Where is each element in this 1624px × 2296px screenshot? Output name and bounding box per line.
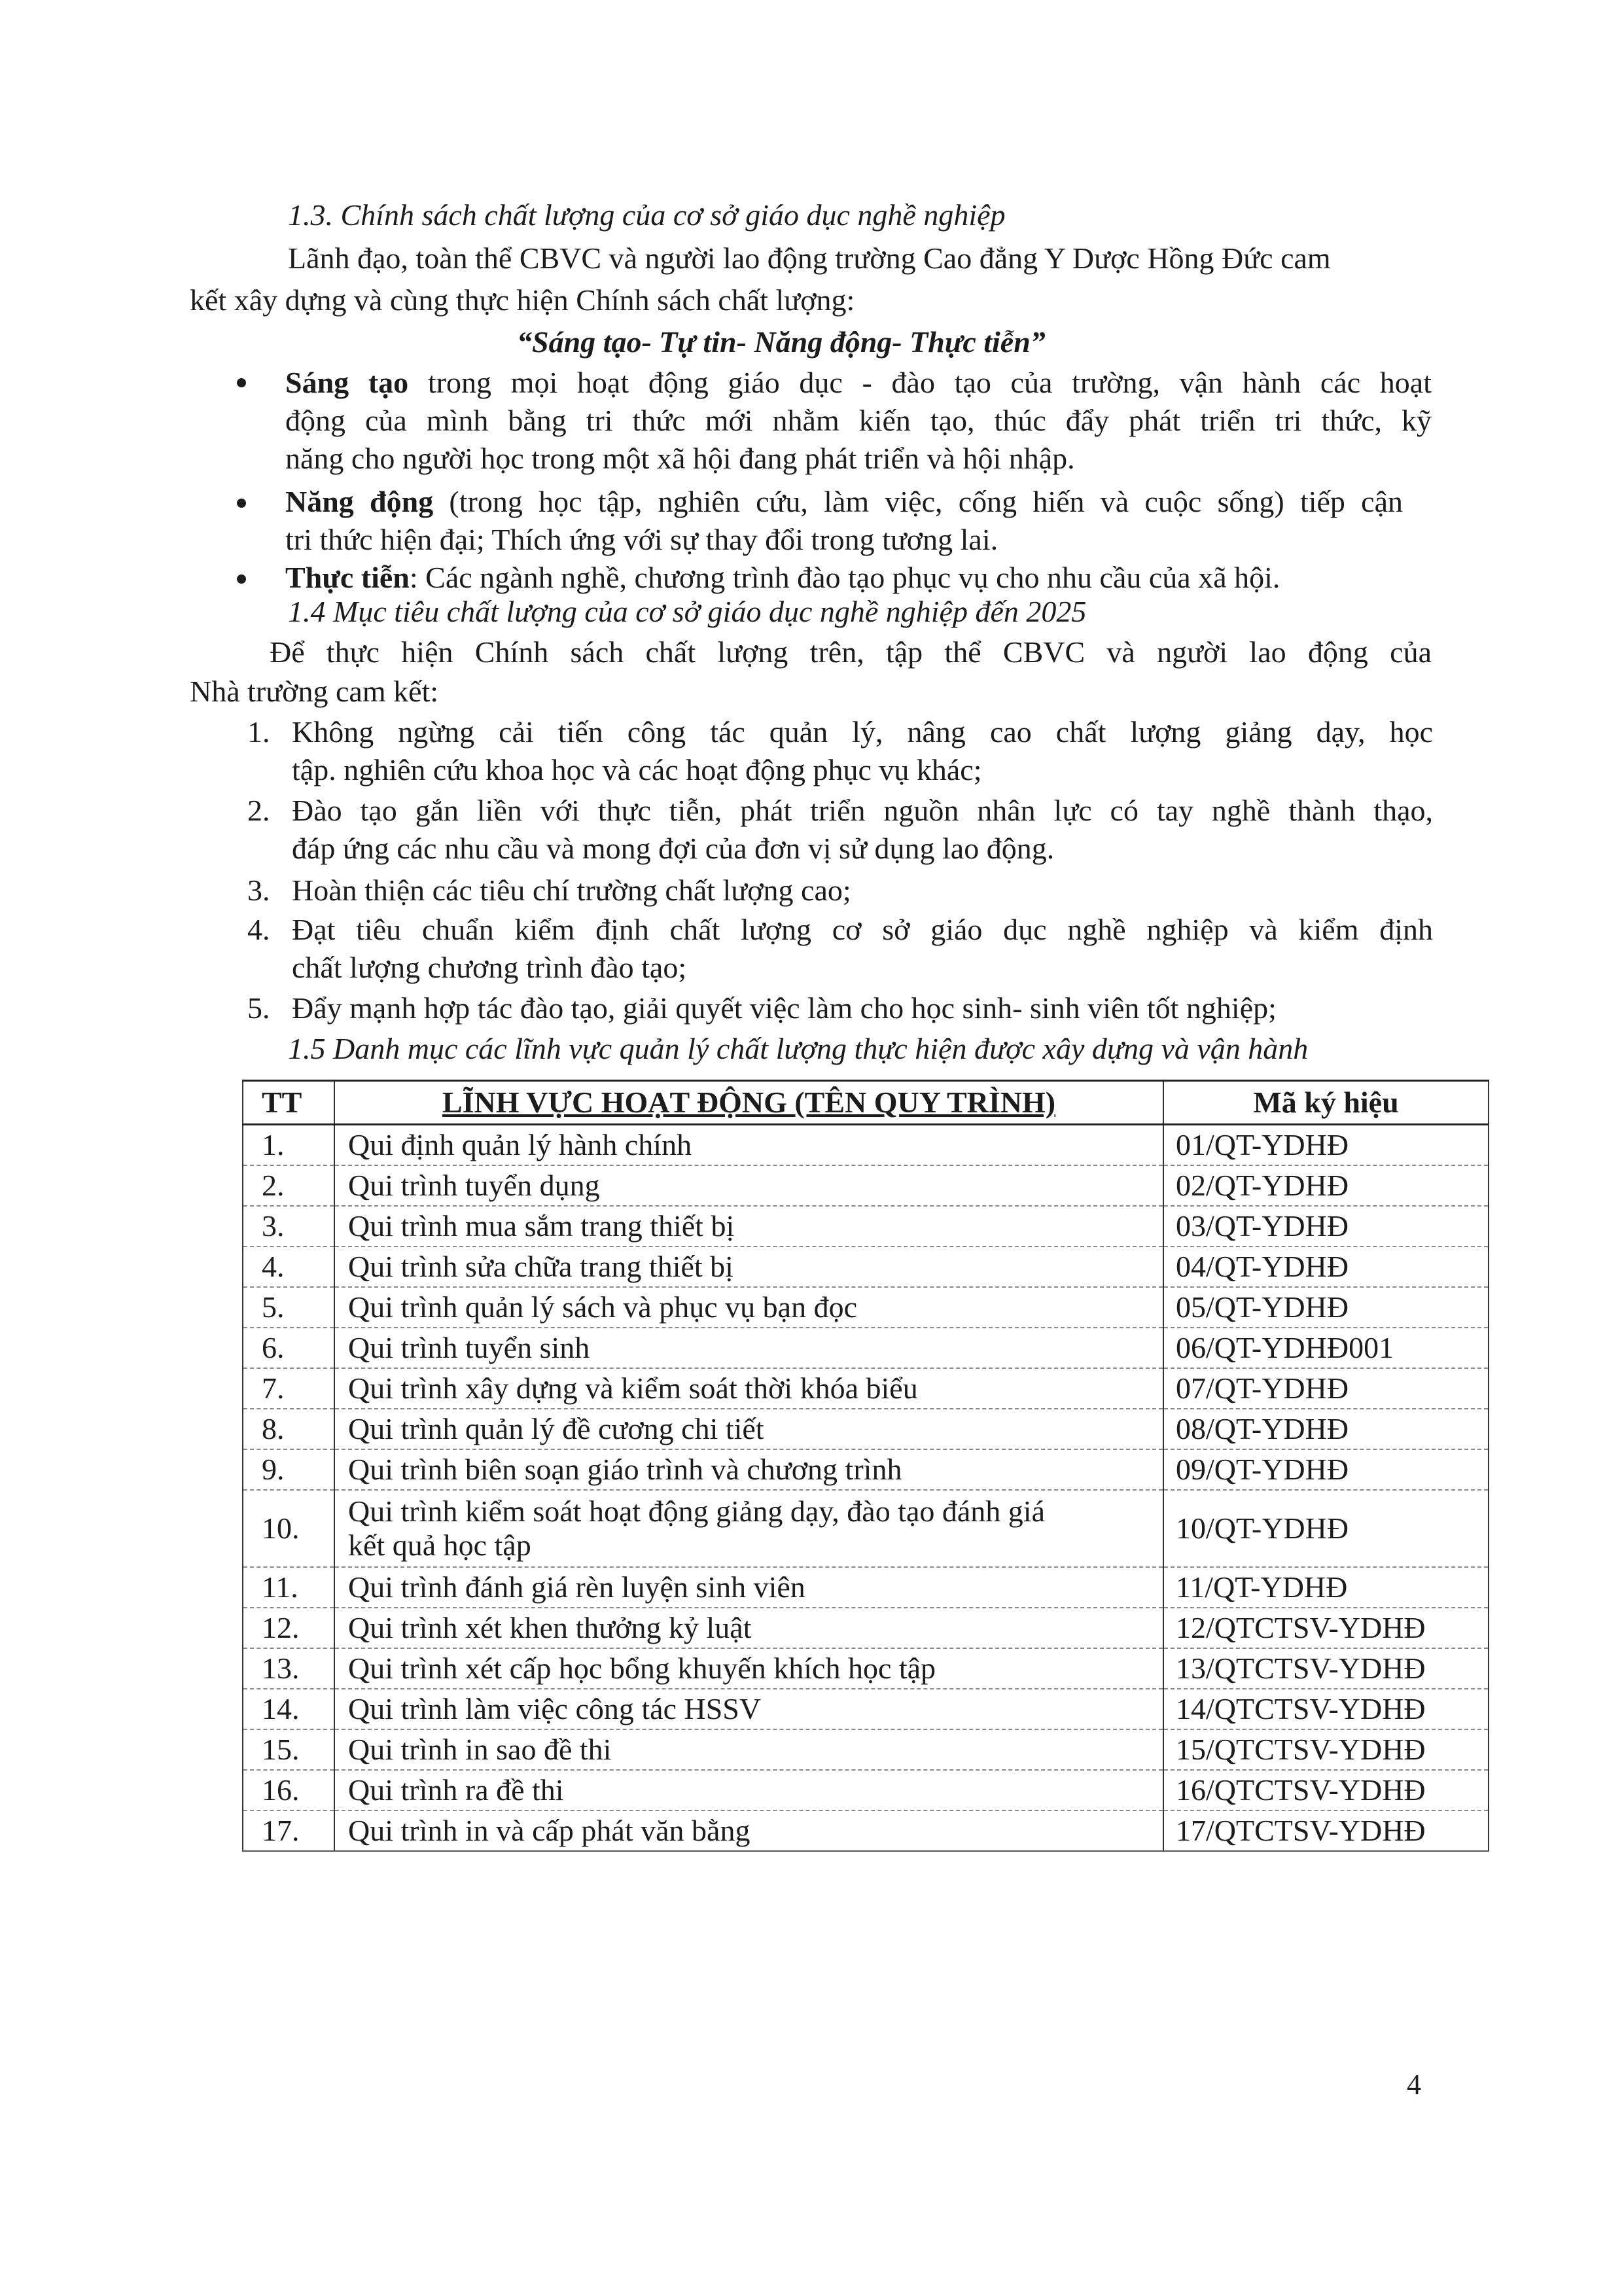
procedure-name: Qui trình xét cấp học bổng khuyến khích học tập — [334, 1648, 1163, 1689]
procedure-name — [334, 1490, 1163, 1567]
goal-5-line-1: Đẩy mạnh hợp tác đào tạo, giải quyết việc làm cho học sinh- sinh viên tốt nghiệp; — [292, 991, 1277, 1025]
procedure-code: 04/QT-YDHĐ — [1163, 1246, 1489, 1287]
procedure-code: 11/QT-YDHĐ — [1163, 1567, 1489, 1608]
section-1-4-heading: 1.4 Mục tiêu chất lượng của cơ sở giáo dục nghề nghiệp đến 2025 — [288, 595, 1087, 628]
procedure-name: Qui trình ra đề thi — [334, 1770, 1163, 1810]
bullet-1-line-3: năng cho người học trong một xã hội đang phát triển và hội nhập. — [285, 442, 1075, 475]
row-number: 11. — [243, 1567, 334, 1608]
table-row — [243, 1125, 1489, 1166]
row-number: 5. — [243, 1287, 334, 1328]
bullet-2-line-1: Năng động (trong học tập, nghiên cứu, làm việc, cống hiến và cuộc sống) tiếp cận — [285, 485, 1403, 518]
procedure-code: 01/QT-YDHĐ — [1163, 1125, 1489, 1166]
procedure-code: 09/QT-YDHĐ — [1163, 1449, 1489, 1490]
commitment-paragraph-line-2: Nhà trường cam kết: — [190, 675, 439, 708]
table-row — [243, 1648, 1489, 1689]
column-header-code: Mã ký hiệu — [1163, 1081, 1489, 1125]
procedure-name-line-1: Qui trình kiểm soát hoạt động giảng dạy, đào tạo đánh giá — [348, 1494, 1046, 1528]
procedure-name: Qui trình tuyển sinh — [334, 1328, 1163, 1368]
bullet-1-line-2: động của mình bằng tri thức mới nhằm kiến tạo, thúc đẩy phát triển tri thức, kỹ — [285, 404, 1432, 437]
procedure-name-line-2: kết quả học tập — [348, 1528, 531, 1562]
table-row — [243, 1287, 1489, 1328]
procedure-code: 05/QT-YDHĐ — [1163, 1287, 1489, 1328]
bullet-2-line-2: tri thức hiện đại; Thích ứng với sự thay đổi trong tương lai. — [285, 523, 998, 556]
table-row — [243, 1729, 1489, 1770]
row-number: 17. — [243, 1810, 334, 1851]
procedure-code: 02/QT-YDHĐ — [1163, 1165, 1489, 1206]
goal-number: 4. — [247, 913, 270, 946]
goal-4-line-1: Đạt tiêu chuẩn kiểm định chất lượng cơ sở giáo dục nghề nghiệp và kiểm định — [292, 913, 1433, 946]
row-number: 14. — [243, 1689, 334, 1729]
procedure-code: 14/QTCTSV-YDHĐ — [1163, 1689, 1489, 1729]
table-header-row — [243, 1081, 1489, 1125]
row-number: 1. — [243, 1125, 334, 1166]
goal-number: 5. — [247, 991, 270, 1025]
row-number: 2. — [243, 1165, 334, 1206]
procedure-name: Qui trình in sao đề thi — [334, 1729, 1163, 1770]
column-header-activity: LĨNH VỰC HOẠT ĐỘNG (TÊN QUY TRÌNH) — [334, 1081, 1163, 1125]
policy-paragraph-line-1: Lãnh đạo, toàn thể CBVC và người lao động trường Cao đẳng Y Dược Hồng Đức cam — [288, 241, 1331, 275]
procedure-code: 15/QTCTSV-YDHĐ — [1163, 1729, 1489, 1770]
bullet-3-line-1: Thực tiễn: Các ngành nghề, chương trình đào tạo phục vụ cho nhu cầu của xã hội. — [285, 561, 1280, 594]
table-row — [243, 1449, 1489, 1490]
row-number: 9. — [243, 1449, 334, 1490]
procedure-code: 06/QT-YDHĐ001 — [1163, 1328, 1489, 1368]
row-number: 10. — [243, 1490, 334, 1567]
procedure-table — [242, 1080, 1489, 1852]
table-row — [243, 1608, 1489, 1648]
table-row — [243, 1490, 1489, 1567]
goal-number: 2. — [247, 794, 270, 827]
table-row — [243, 1770, 1489, 1810]
procedure-name: Qui trình quản lý sách và phục vụ bạn đọc — [334, 1287, 1163, 1328]
procedure-name: Qui định quản lý hành chính — [334, 1125, 1163, 1166]
table-row — [243, 1206, 1489, 1246]
procedure-code: 03/QT-YDHĐ — [1163, 1206, 1489, 1246]
goal-3-line-1: Hoàn thiện các tiêu chí trường chất lượng cao; — [292, 874, 851, 907]
bullet-icon — [237, 378, 246, 387]
goal-number: 3. — [247, 874, 270, 907]
column-header-tt: TT — [243, 1081, 334, 1125]
row-number: 8. — [243, 1409, 334, 1449]
table-row — [243, 1368, 1489, 1409]
procedure-code: 08/QT-YDHĐ — [1163, 1409, 1489, 1449]
procedure-code: 12/QTCTSV-YDHĐ — [1163, 1608, 1489, 1648]
row-number: 16. — [243, 1770, 334, 1810]
goal-4-line-2: chất lượng chương trình đào tạo; — [292, 951, 687, 984]
table-row — [243, 1567, 1489, 1608]
policy-paragraph-line-2: kết xây dựng và cùng thực hiện Chính sách chất lượng: — [190, 283, 855, 317]
procedure-code: 17/QTCTSV-YDHĐ — [1163, 1810, 1489, 1851]
procedure-name: Qui trình tuyển dụng — [334, 1165, 1163, 1206]
procedure-name: Qui trình đánh giá rèn luyện sinh viên — [334, 1567, 1163, 1608]
procedure-code: 07/QT-YDHĐ — [1163, 1368, 1489, 1409]
row-number: 4. — [243, 1246, 334, 1287]
goal-1-line-1: Không ngừng cải tiến công tác quản lý, nâng cao chất lượng giảng dạy, học — [292, 715, 1433, 749]
quality-slogan: “Sáng tạo- Tự tin- Năng động- Thực tiễn” — [517, 325, 1046, 359]
table-row — [243, 1246, 1489, 1287]
bullet-1-line-1: Sáng tạo trong mọi hoạt động giáo dục - đào tạo của trường, vận hành các hoạt — [285, 366, 1432, 399]
procedure-name: Qui trình sửa chữa trang thiết bị — [334, 1246, 1163, 1287]
section-1-5-heading: 1.5 Danh mục các lĩnh vực quản lý chất lượng thực hiện được xây dựng và vận hành — [288, 1032, 1309, 1065]
row-number: 7. — [243, 1368, 334, 1409]
table-row — [243, 1689, 1489, 1729]
procedure-name: Qui trình quản lý đề cương chi tiết — [334, 1409, 1163, 1449]
row-number: 12. — [243, 1608, 334, 1648]
procedure-name: Qui trình in và cấp phát văn bằng — [334, 1810, 1163, 1851]
procedure-name: Qui trình xét khen thưởng kỷ luật — [334, 1608, 1163, 1648]
procedure-name: Qui trình làm việc công tác HSSV — [334, 1689, 1163, 1729]
bullet-icon — [237, 499, 246, 508]
procedure-name: Qui trình mua sắm trang thiết bị — [334, 1206, 1163, 1246]
commitment-paragraph-line-1: Để thực hiện Chính sách chất lượng trên, tập thể CBVC và người lao động của — [270, 635, 1432, 669]
row-number: 6. — [243, 1328, 334, 1368]
goal-2-line-1: Đào tạo gắn liền với thực tiễn, phát triển nguồn nhân lực có tay nghề thành thạo, — [292, 794, 1433, 827]
table-row — [243, 1409, 1489, 1449]
table-row — [243, 1810, 1489, 1851]
row-number: 13. — [243, 1648, 334, 1689]
goal-2-line-2: đáp ứng các nhu cầu và mong đợi của đơn vị sử dụng lao động. — [292, 832, 1055, 865]
procedure-code: 16/QTCTSV-YDHĐ — [1163, 1770, 1489, 1810]
bullet-icon — [237, 574, 246, 584]
row-number: 15. — [243, 1729, 334, 1770]
procedure-name: Qui trình biên soạn giáo trình và chương trình — [334, 1449, 1163, 1490]
row-number: 3. — [243, 1206, 334, 1246]
table-row — [243, 1165, 1489, 1206]
page-number: 4 — [1407, 2068, 1421, 2100]
goal-number: 1. — [247, 715, 270, 749]
procedure-name: Qui trình xây dựng và kiểm soát thời khóa biểu — [334, 1368, 1163, 1409]
procedure-code: 13/QTCTSV-YDHĐ — [1163, 1648, 1489, 1689]
goal-1-line-2: tập. nghiên cứu khoa học và các hoạt động phục vụ khác; — [292, 753, 982, 786]
section-1-3-heading: 1.3. Chính sách chất lượng của cơ sở giáo dục nghề nghiệp — [288, 198, 1006, 232]
table-row — [243, 1328, 1489, 1368]
procedure-code: 10/QT-YDHĐ — [1163, 1490, 1489, 1567]
